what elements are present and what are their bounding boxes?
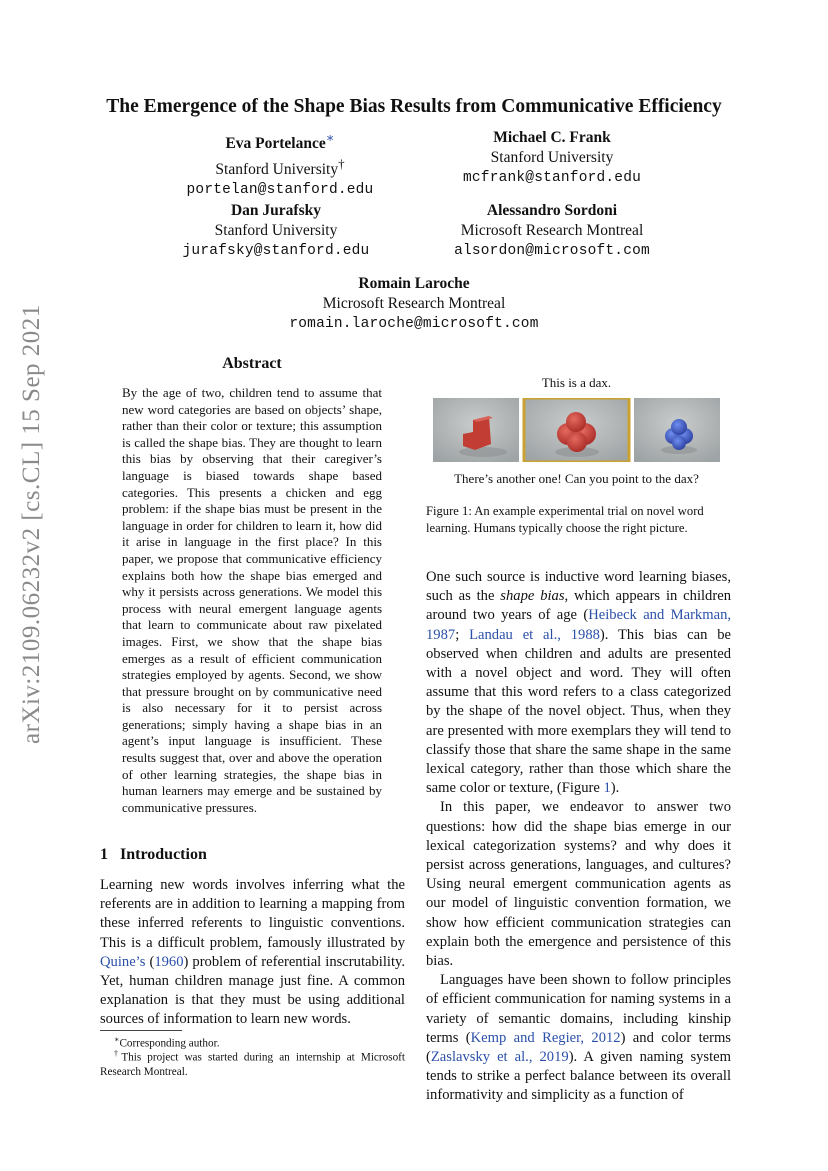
author-name: Romain Laroche — [358, 275, 470, 292]
author-affiliation: Stanford University — [215, 161, 339, 179]
author-affiliation: Microsoft Research Montreal — [322, 295, 506, 312]
paragraph — [426, 971, 731, 1105]
citation-link[interactable]: 1960 — [154, 953, 184, 970]
author-name: Eva Portelance — [225, 135, 326, 153]
citation-link[interactable]: Heibeck and Markman, 1987 — [426, 607, 732, 643]
abstract-text: By the age of two, children tend to assume that new word categories are based on objects’ shape, rather than their color or texture; this assumption is called the shape bias. They are thought to learn this bias by observing that their caregiver’s language is biased towards shape based categories. This presents a chicken and egg problem: if the shape bias must be present in the language in order for children to learn it, how did it arise in language in the first place? In this paper, we propose that communicative efficiency explains both how the shape bias emerged and why it persists across generations. We model this process with neural emergent language agents that learn to communicate about raw pixelated images. First, we show that the shape bias emerges as a result of efficient communication strategies employed by agents. Second, we show that pressure brought on by communicative need is also necessary for it to persist across generations; simply having a shape bias in an agent’s input language is insufficient. These results suggest that, over and above the operation of other learning strategies, the shape bias in human learners may emerge and be sustained by communicative pressures. — [122, 385, 382, 815]
text-run: One such source is inductive word learning biases, such as the — [426, 569, 731, 605]
footnote-text: This project was started during an internship at Microsoft Research Montreal. — [100, 1051, 405, 1078]
author-email[interactable]: alsordon@microsoft.com — [454, 243, 650, 259]
right-column-body — [426, 568, 731, 1106]
section-number: 1 — [100, 846, 108, 863]
text-run: Languages have been shown to follow principles of efficient communication for naming systems in a variety of semantic domains, including kinship terms ( — [426, 972, 731, 1046]
author-mark[interactable]: ∗ — [325, 130, 335, 145]
arxiv-identifier: arXiv:2109.06232v2 [cs.CL] 15 Sep 2021 — [18, 304, 45, 744]
author-email[interactable]: jurafsky@stanford.edu — [182, 243, 370, 259]
figure-top-text: This is a dax. — [541, 375, 612, 390]
figure-images — [433, 398, 720, 462]
author-email[interactable]: romain.laroche@microsoft.com — [289, 316, 539, 332]
author-email[interactable]: mcfrank@stanford.edu — [462, 170, 642, 186]
citation-link[interactable]: Kemp and Regier, 2012 — [470, 1029, 621, 1046]
text-run: Learning new words involves inferring what the referents are in addition to learning a mapping from these inferred referents to linguistic conventions. This is a difficult problem, famously illustrated by — [100, 877, 405, 951]
footnote-mark: † — [114, 1049, 122, 1058]
affiliation-mark: † — [338, 156, 345, 172]
text-run: , which appears in children around two years of age ( — [426, 588, 731, 624]
paragraph: In this paper, we endeavor to answer two questions: how did the shape bias emerge in our lexical categorization systems? and why does it persist across generations, languages, and cultures? Using neural emergent communication agents as our model of linguistic convention formation, we show how efficient communication strategies can explain both the emergence and persistence of this bias. — [426, 799, 731, 970]
author-affiliation: Stanford University — [214, 222, 338, 239]
figure-ref-link[interactable]: 1 — [603, 780, 611, 797]
author-affiliation: Stanford University — [490, 149, 614, 166]
abstract-heading: Abstract — [222, 355, 282, 372]
author-block-1 — [150, 128, 410, 200]
text-run: ). This bias can be observed when children and adults are presented with a novel object and word. They will often assume that this word refers to a class categorized by the shape of the novel object. Thus, when they are presented with more exemplars they will tend to classify those that share the same shape in the same lexical category, rather than those which share the same color or texture, (Figure — [426, 626, 731, 797]
author-block-3 — [146, 201, 406, 261]
emphasis: shape bias — [500, 588, 565, 605]
figure-bottom-text: There’s another one! Can you point to the dax? — [454, 471, 699, 486]
author-name: Alessandro Sordoni — [486, 202, 618, 219]
section-title: Introduction — [120, 846, 207, 863]
author-block-2 — [422, 128, 682, 188]
footnote-mark: ∗ — [114, 1035, 120, 1044]
text-run: ) and color terms ( — [426, 1029, 731, 1066]
figure-caption: Figure 1: An example experimental trial on novel word learning. Humans typically choose the right picture. — [426, 504, 704, 535]
paragraph — [426, 568, 731, 798]
section-heading — [100, 846, 207, 864]
paper-title: The Emergence of the Shape Bias Results from Communicative Efficiency — [106, 96, 722, 117]
text-run: ). A given naming system tends to strike a perfect balance between its overall informativity and simplicity as a function of — [426, 1049, 731, 1104]
author-affiliation: Microsoft Research Montreal — [460, 222, 644, 239]
intro-paragraph-1 — [100, 876, 405, 1030]
text-run: ; — [455, 626, 470, 643]
footnote-2 — [100, 1047, 405, 1079]
citation-link[interactable]: Quine’s — [100, 953, 146, 970]
text-run: ). — [610, 780, 620, 797]
citation-link[interactable]: Landau et al., 1988 — [469, 626, 600, 643]
text-run: ( — [145, 953, 155, 970]
author-block-5 — [264, 274, 564, 334]
footnote-text: Corresponding author. — [119, 1037, 220, 1050]
footnote-divider — [100, 1030, 182, 1031]
author-name: Michael C. Frank — [493, 129, 611, 146]
author-block-4 — [422, 201, 682, 261]
author-name: Dan Jurafsky — [230, 202, 321, 219]
text-run: ) problem of referential inscrutability. Yet, human children manage just fine. A common explanation is that they must be using additional sources of information to learn new words. — [100, 953, 405, 1028]
citation-link[interactable]: Zaslavsky et al., 2019 — [430, 1049, 569, 1066]
author-email[interactable]: portelan@stanford.edu — [186, 182, 374, 199]
figure-illustration — [433, 398, 720, 462]
